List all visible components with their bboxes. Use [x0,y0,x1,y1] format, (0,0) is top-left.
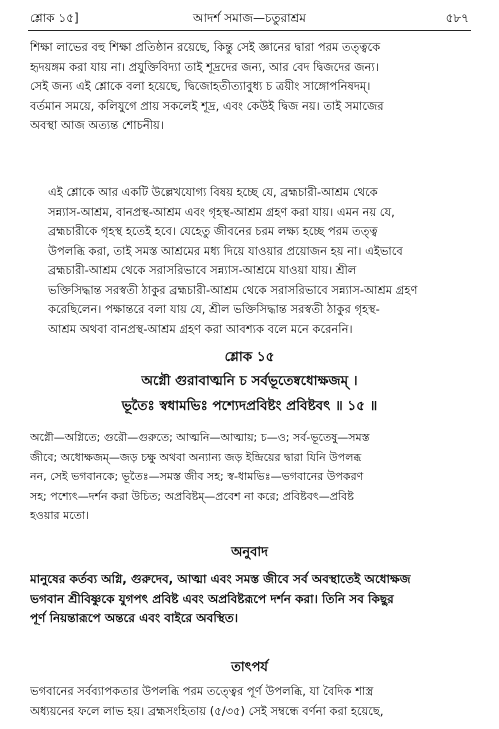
text-line: ভক্তিসিদ্ধান্ত সরস্বতী ঠাকুর ব্রহ্মচারী-আশ্রম থেকে সরাসরিভাবে সন্ন্যাস-আশ্রম গ্রহণ [48,282,418,297]
purport-line: ভগবানের সর্বব্যাপকতার উপলব্ধি পরম তত্ত্বের পূর্ণ উপলব্ধি, যা বৈদিক শাস্ত্র [30,684,374,698]
running-header [30,10,469,28]
text-line: হৃদয়ঙ্গম করা যায় না। প্রযুক্তিবিদ্যা তাই শূদ্রদের জন্য, আর বেদ দ্বিজদের জন্য। [30,59,379,74]
text-line: ব্রহ্মচারী-আশ্রম থেকে সরাসরিভাবে সন্ন্যাস-আশ্রমে যাওয়া যায়। শ্রীল [48,263,357,277]
text-line: সেই জন্য এই শ্লোকে বলা হয়েছে, দ্বিজোহতীত্যাবুধ্য চ ত্রয়ীং সাঙ্গোপনিষদম্। [30,79,371,93]
verse-line-2: ভূতৈঃ স্বধামভিঃ পশ্যেদপ্রবিষ্টং প্রবিষ্টবৎ ॥ ১৫ ॥ [121,398,378,414]
header-divider [28,30,471,31]
synonyms [30,428,469,526]
purport-heading: তাৎপর্য [231,660,268,675]
translation-line: মানুষের কর্তব্য অগ্নি, গুরুদেব, আত্মা এবং সমস্ত জীবে সর্ব অবস্থাতেই অধোক্ষজ [30,572,411,586]
translation-heading: অনুবাদ [231,545,268,560]
translation-line: ভগবান শ্রীবিষ্ণুকে যুগপৎ প্রবিষ্ট এবং অপ্রবিষ্টরূপে দর্শন করা। তিনি সব কিছুর [30,591,394,606]
text-line: আশ্রম অথবা বানপ্রস্থ-আশ্রম গ্রহণ করা আবশ্যক বলে মনে করেননি। [48,321,353,336]
purport-line: অধ্যয়নের ফলে লাভ হয়। ব্রহ্মসংহিতায় (৫/৩৫) সেই সম্বন্ধে বর্ণনা করা হয়েছে, [30,703,384,718]
synonym-line: নন, সেই ভগবানকে; ভূতৈঃ—সমস্ত জীব সহ; স্ব-ধামভিঃ—ভগবানের উপকরণ [30,470,364,483]
paragraph-2 [30,183,469,339]
header-verse-ref: শ্লোক ১৫] [30,11,79,25]
text-line: শিক্ষা লাভের বহু শিক্ষা প্রতিষ্ঠান রয়েছে, কিন্তু সেই জ্ঞানের দ্বারা পরম তত্ত্বকে [30,40,381,54]
synonym-line: জীবে; অধোক্ষজম্—জড় চক্ষু অথবা অন্যান্য জড় ইন্দ্রিয়ের দ্বারা যিনি উপলব্ধ [30,450,362,464]
translation-line: পূর্ণ নিয়ন্তারূপে অন্তরে এবং বাইরে অবস্থিত। [30,611,239,625]
text-line: অবস্থা আজ অত্যন্ত শোচনীয়। [30,118,164,132]
synonym-line: অগ্নৌ—অগ্নিতে; গুরৌ—গুরুতে; আত্মনি—আত্মায়; চ—ও; সর্ব-ভূতেষু—সমস্ত [30,431,370,444]
verse-line-1: অগ্নৌ গুরাবাত্মনি চ সর্বভূতেষ্বধোক্ষজম্ । [141,373,358,389]
translation [30,570,469,629]
verse-heading: শ্লোক ১৫ [224,349,275,365]
text-line: উপলব্ধি করা, তাই সমস্ত আশ্রমের মধ্য দিয়ে যাওয়ার প্রয়োজন হয় না। এইভাবে [48,243,403,258]
text-line: এই শ্লোকে আর একটি উল্লেখযোগ্য বিষয় হচ্ছে যে, ব্রহ্মচারী-আশ্রম থেকে [48,185,378,199]
text-line: করেছিলেন। পক্ষান্তরে বলা যায় যে, শ্রীল ভক্তিসিদ্ধান্ত সরস্বতী ঠাকুর গৃহস্থ- [48,302,380,316]
text-line: ব্রহ্মচারীকে গৃহস্থ হতেই হবে। যেহেতু জীবনের চরম লক্ষ্য হচ্ছে পরম তত্ত্ব [48,224,378,238]
header-chapter-title: আদর্শ সমাজ—চতুরাশ্রম [193,11,306,25]
synonym-line: হওয়ার মতো। [30,509,89,522]
text-line: সন্ন্যাস-আশ্রম, বানপ্রস্থ-আশ্রম এবং গৃহস্থ-আশ্রম গ্রহণ করা যায়। এমন নয় যে, [48,204,395,219]
purport [30,682,469,721]
synonym-line: সহ; পশ্যেৎ—দর্শন করা উচিত; অপ্রবিষ্টম্—প্রবেশ না করে; প্রবিষ্টবৎ—প্রবিষ্ট [30,489,354,503]
page-number: ৫৮৭ [445,11,469,25]
paragraph-1 [30,38,469,136]
text-line: বর্তমান সময়ে, কলিযুগে প্রায় সকলেই শূদ্র, এবং কেউই দ্বিজ নয়। তাই সমাজের [30,98,384,113]
